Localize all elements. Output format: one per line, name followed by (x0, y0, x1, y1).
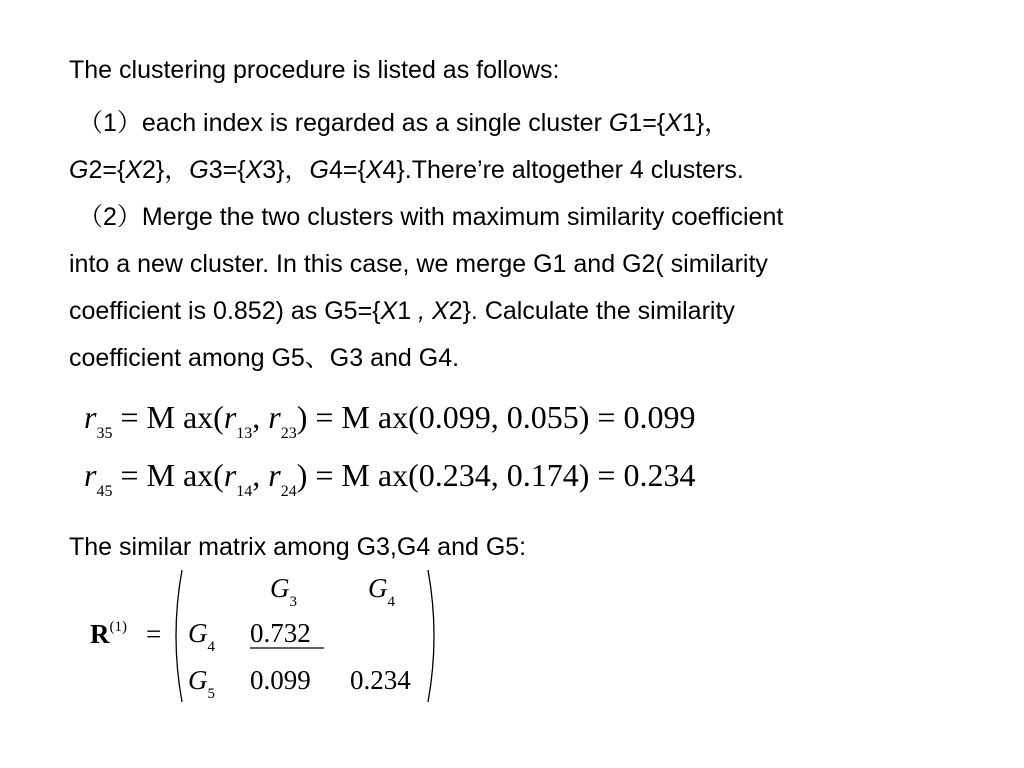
step2-x1-var: X (380, 297, 398, 325)
col-header-1-sub: 3 (289, 594, 297, 610)
row-header-1-sub: 4 (207, 639, 215, 655)
x2-end: 2}， (142, 156, 190, 184)
g1-eq: 1={ (628, 109, 666, 137)
matrix-col-header-2 (368, 573, 395, 610)
eq1-lhs-var: r (84, 399, 97, 435)
step2-line1: （2）Merge the two clusters with maximum similarity coefficient (78, 203, 784, 231)
g1-var: G (608, 109, 629, 137)
eq2-rhs: ) = M ax(0.234, 0.174) = 0.234 (296, 457, 696, 493)
x2-var: X (125, 156, 142, 184)
right-bracket (428, 570, 434, 702)
intro-line: The clustering procedure is listed as follows: (69, 56, 560, 84)
step2-line3-end: 2}. Calculate the similarity (448, 297, 735, 325)
step2-line3-start: coefficient is 0.852) as G5={ (69, 297, 381, 325)
g3-eq: 3={ (208, 156, 246, 184)
matrix-symbol (90, 619, 127, 650)
eq1-lhs-sub: 35 (96, 425, 113, 442)
matrix-row-header-1 (188, 618, 215, 655)
eq1-b-var: r (268, 399, 281, 435)
eq2-a-var: r (223, 457, 237, 493)
step2-line3 (69, 296, 735, 326)
col-header-1-var: G (270, 573, 290, 603)
matrix-cell-g5-g4: 0.234 (350, 665, 411, 695)
matrix-caption: The similar matrix among G3,G4 and G5: (69, 533, 527, 561)
matrix-equals: = (146, 619, 162, 649)
step2-line3-sep: , (411, 297, 432, 325)
eq2-lhs-var: r (84, 457, 97, 493)
step1-line2 (69, 155, 744, 185)
eq1-a-var: r (223, 399, 237, 435)
eq2-a-sub: 14 (236, 483, 253, 500)
row-header-2-sub: 5 (207, 686, 215, 702)
row-header-2-var: G (188, 665, 208, 695)
step2-line2: into a new cluster. In this case, we merge G1 and G2( similarity (69, 250, 768, 278)
step1-line1 (78, 108, 729, 138)
col-header-2-sub: 4 (387, 594, 395, 610)
eq1-comma: , (252, 399, 269, 435)
matrix-row-header-2 (188, 665, 215, 702)
left-bracket (176, 570, 182, 702)
matrix-col-header-1 (270, 573, 297, 610)
g2-var: G (69, 156, 89, 184)
step2-line3-mid: 1 (397, 297, 412, 325)
x3-end: 3}， (262, 156, 310, 184)
x4-end: 4}.There’re altogether 4 clusters. (382, 156, 744, 184)
x1-end: 1}， (681, 109, 730, 137)
g4-var: G (309, 156, 329, 184)
eq2-comma: , (252, 457, 269, 493)
eq1-b-sub: 23 (280, 425, 297, 442)
matrix-superscript: (1) (109, 619, 127, 635)
equation-r45 (84, 455, 695, 502)
step2-line4: coefficient among G5、G3 and G4. (69, 344, 460, 372)
g3-var: G (189, 156, 209, 184)
g2-eq: 2={ (88, 156, 126, 184)
eq1-max-open: = M ax( (112, 399, 224, 435)
eq2-b-sub: 24 (280, 483, 297, 500)
eq2-b-var: r (268, 457, 281, 493)
step1-prefix: （1）each index is regarded as a single cluster (78, 109, 609, 137)
eq2-max-open: = M ax( (112, 457, 224, 493)
matrix-cell-g4-g3: 0.732 (250, 618, 311, 648)
x3-var: X (245, 156, 263, 184)
matrix-cell-g5-g3: 0.099 (250, 665, 311, 695)
eq1-a-sub: 13 (236, 425, 253, 442)
equation-r35 (84, 397, 695, 444)
matrix-symbol-letter: R (90, 619, 110, 649)
eq1-rhs: ) = M ax(0.099, 0.055) = 0.099 (296, 399, 696, 435)
eq2-lhs-sub: 45 (96, 483, 113, 500)
x1-var: X (665, 109, 682, 137)
step2-x2-var: X (431, 297, 449, 325)
col-header-2-var: G (368, 573, 388, 603)
x4-var: X (365, 156, 383, 184)
row-header-1-var: G (188, 618, 208, 648)
g4-eq: 4={ (328, 156, 366, 184)
